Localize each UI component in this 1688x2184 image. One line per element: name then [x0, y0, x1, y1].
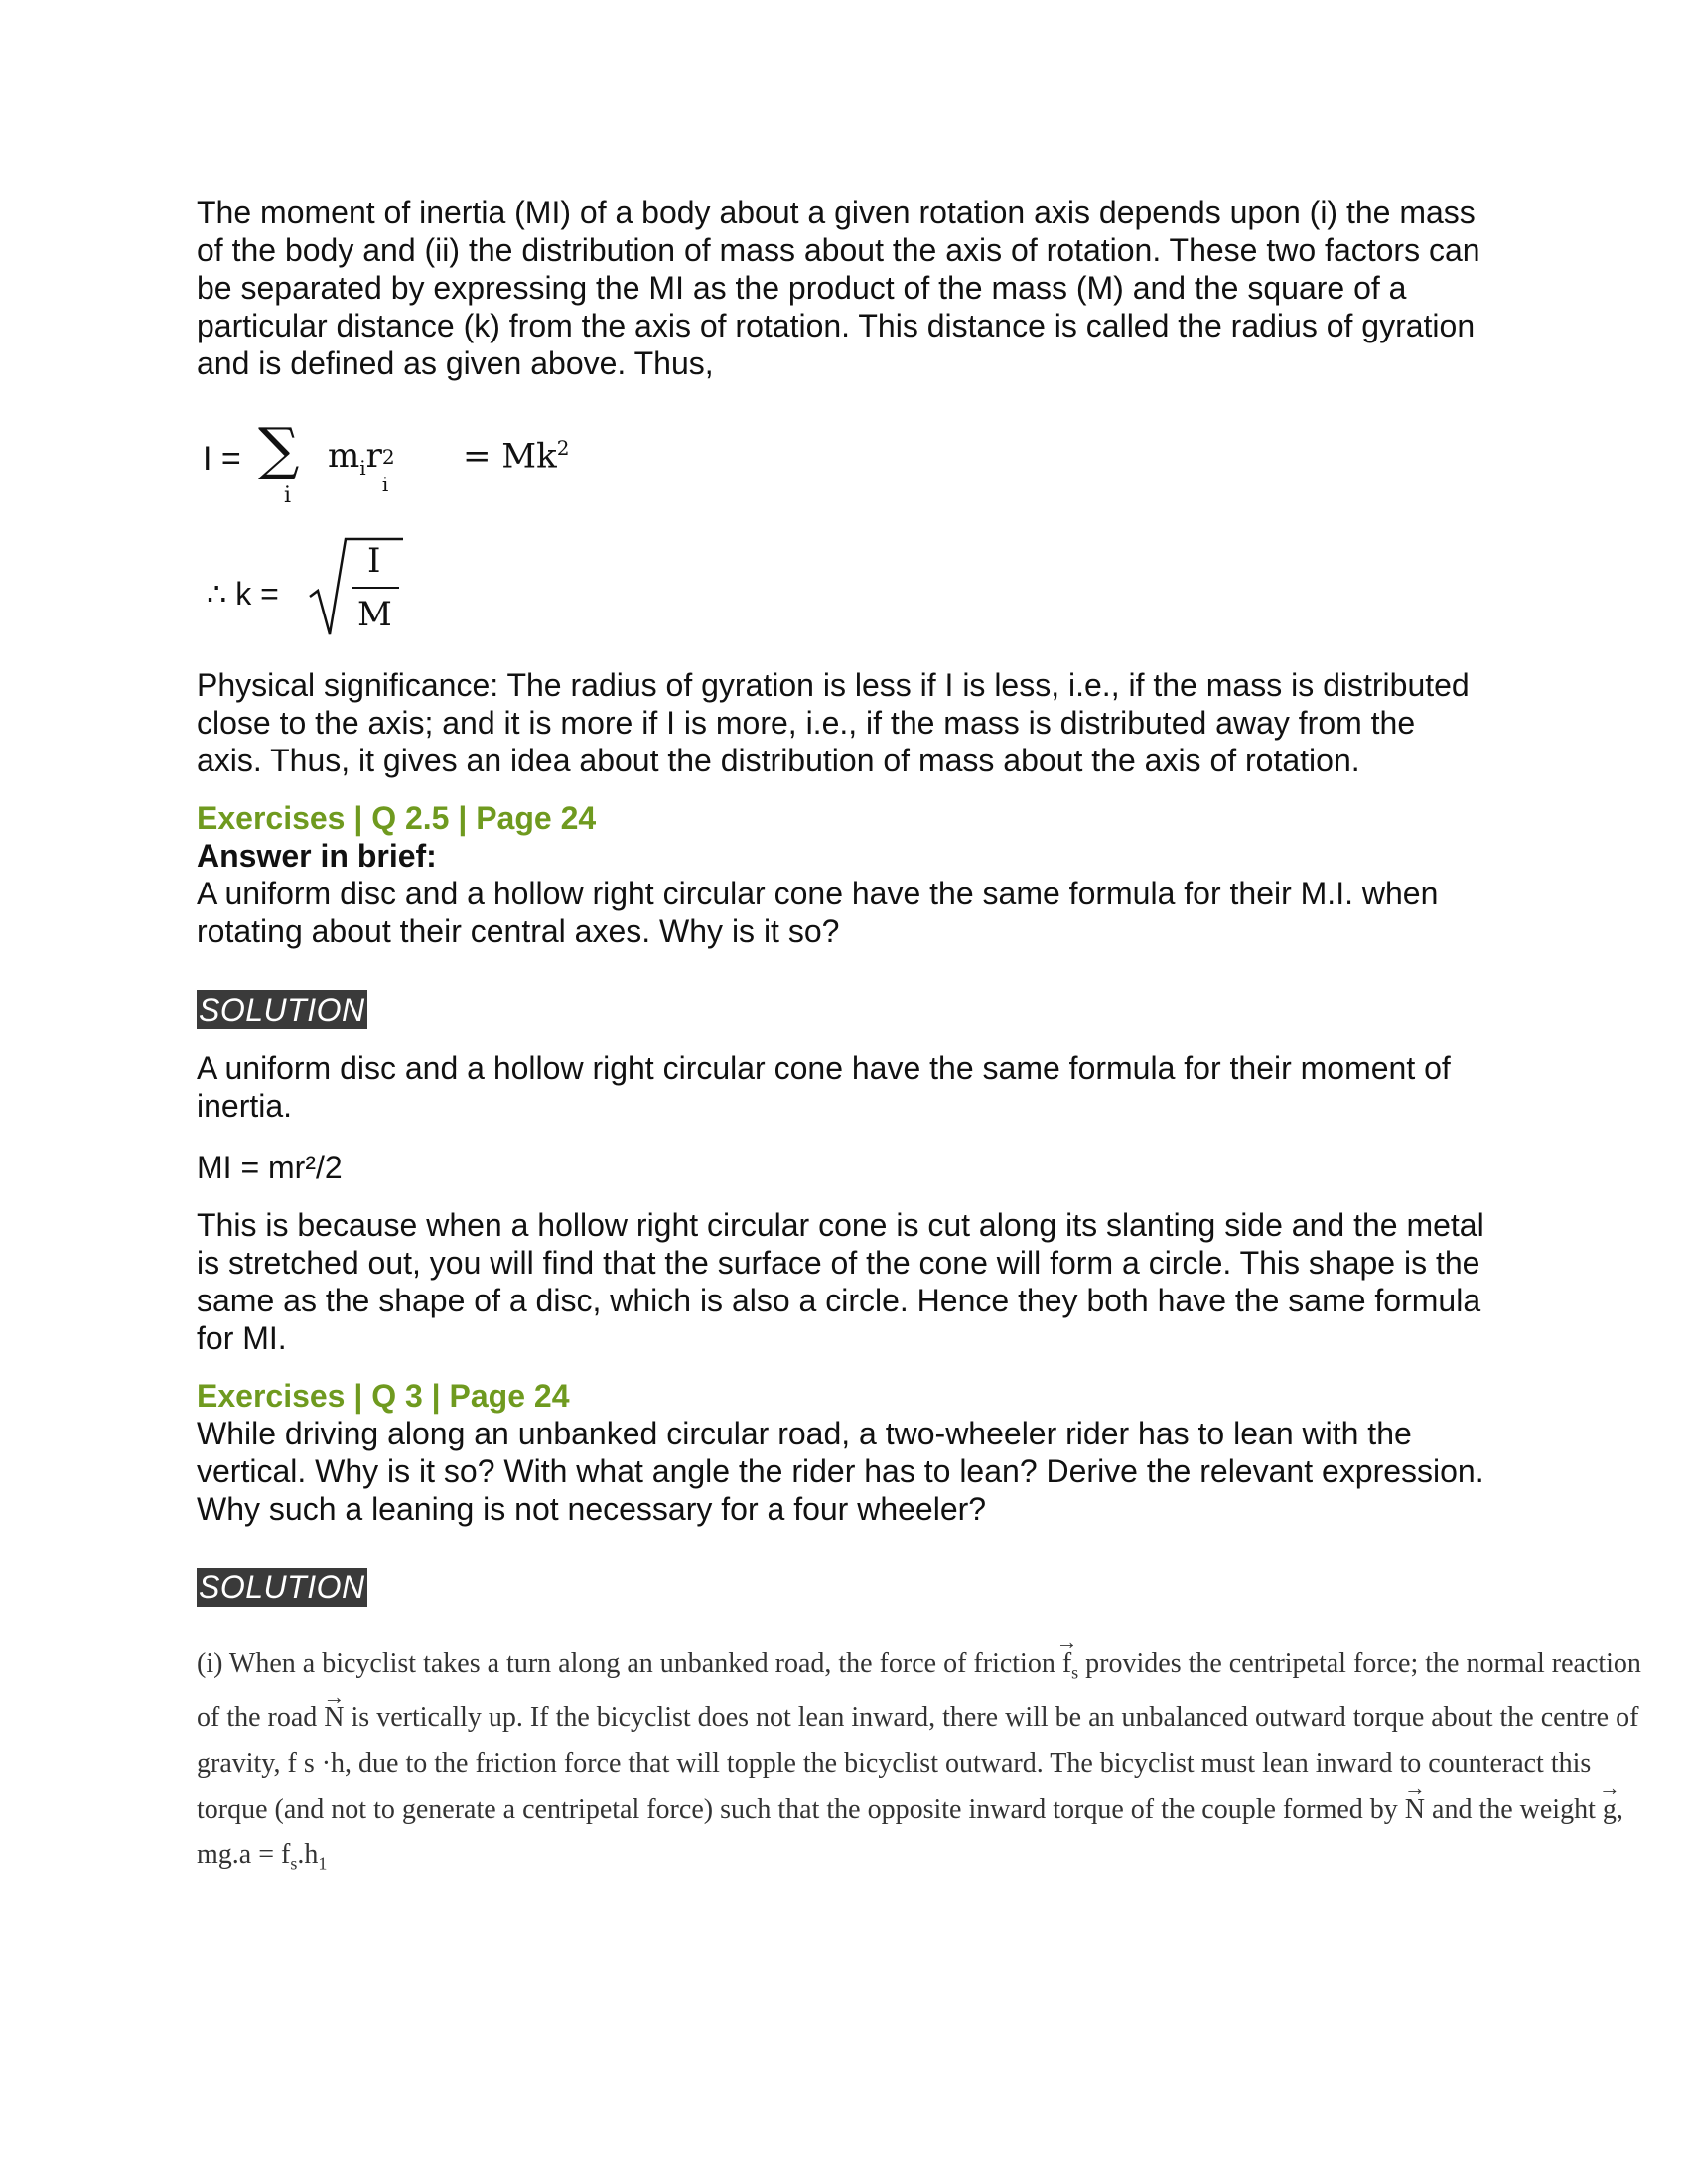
solution-tag-wrapper-q3: [197, 1568, 1487, 1607]
answer-in-brief-label: Answer in brief:: [197, 838, 437, 874]
solution-tag-q25: SOLUTION: [199, 992, 365, 1027]
normal-vector-n: → N: [324, 1696, 344, 1741]
eq1-sum-symbol: ∑: [258, 415, 300, 482]
answer-q25-part1: A uniform disc and a hollow right circular cone have the same formula for their moment of inertia.: [197, 1050, 1451, 1124]
friction-vector-f: → f: [1062, 1641, 1071, 1687]
eq1-lhs: I =: [203, 440, 241, 478]
question-q25: A uniform disc and a hollow right circular cone have the same formula for their M.I. when rotating about their central axes. Why is it so?: [197, 876, 1439, 949]
eq2-lhs: ∴ k =: [207, 576, 279, 612]
eq2-numerator: I: [367, 541, 381, 581]
equation-moment-of-inertia: [197, 415, 1487, 517]
solution-tag-wrapper-q25: [197, 990, 1487, 1029]
normal-vector-n-2: → N: [1405, 1787, 1425, 1833]
solution-tag-q3: SOLUTION: [199, 1570, 365, 1605]
exercise-heading-q25: Exercises | Q 2.5 | Page 24: [197, 800, 597, 836]
solution-q3-text: (i) When a bicyclist takes a turn along an unbanked road, the force of friction → $f_s$ provides the centripetal force; the normal reaction of the road → N is vertically up. If the bicyclist does not lean inward, there will be an unbalanced outward torque about the centre of gravity, f s ·h, due to the friction force that will topple the bicyclist outward. The bicyclist must lean inward to counteract this torque (and not to generate a centripetal force) such that the opposite inward torque of the couple formed by → N and the weight → g, $mg.a = f_s.h_1$: [197, 1641, 1646, 1886]
eq2-denominator: M: [357, 595, 392, 634]
equation-radius-of-gyration: [197, 535, 1487, 644]
eq1-sum-index: i: [284, 483, 292, 508]
eq1-rhs: = $Mk^2$: [463, 436, 570, 477]
intro-paragraph: The moment of inertia (MI) of a body about a given rotation axis depends upon (i) the mass of the body and (ii) the distribution of mass about the axis of rotation. These two factors can be separated by expressing the MI as the product of the mass (M) and the square of a particular distance (k) from the axis of rotation. This distance is called the radius of gyration and is defined as given above. Thus,: [197, 195, 1480, 381]
answer-q25-part2: This is because when a hollow right circular cone is cut along its slanting side and the metal is stretched out, you will find that the surface of the cone will form a circle. This shape is the same as the shape of a disc, which is also a circle. Hence they both have the same formula for MI.: [197, 1207, 1484, 1356]
formula-mi: MI = mr²/2: [197, 1150, 343, 1185]
fraction-bar: [352, 587, 399, 589]
eq1-term: $m_ir$ 2 i: [328, 436, 395, 496]
question-q3: While driving along an unbanked circular road, a two-wheeler rider has to lean with the vertical. Why is it so? With what angle the rider has to lean? Derive the relevant expression. Why such a leaning is not necessary for a four wheeler?: [197, 1416, 1484, 1527]
page-content: [197, 194, 1641, 1886]
exercise-heading-q3: Exercises | Q 3 | Page 24: [197, 1378, 570, 1414]
gravity-vector-g: → g: [1603, 1787, 1617, 1833]
physical-significance-paragraph: Physical significance: The radius of gyration is less if I is less, i.e., if the mass is distributed close to the axis; and it is more if I is more, i.e., if the mass is distributed away from the axis. Thus, it gives an idea about the distribution of mass about the axis of rotation.: [197, 667, 1470, 778]
